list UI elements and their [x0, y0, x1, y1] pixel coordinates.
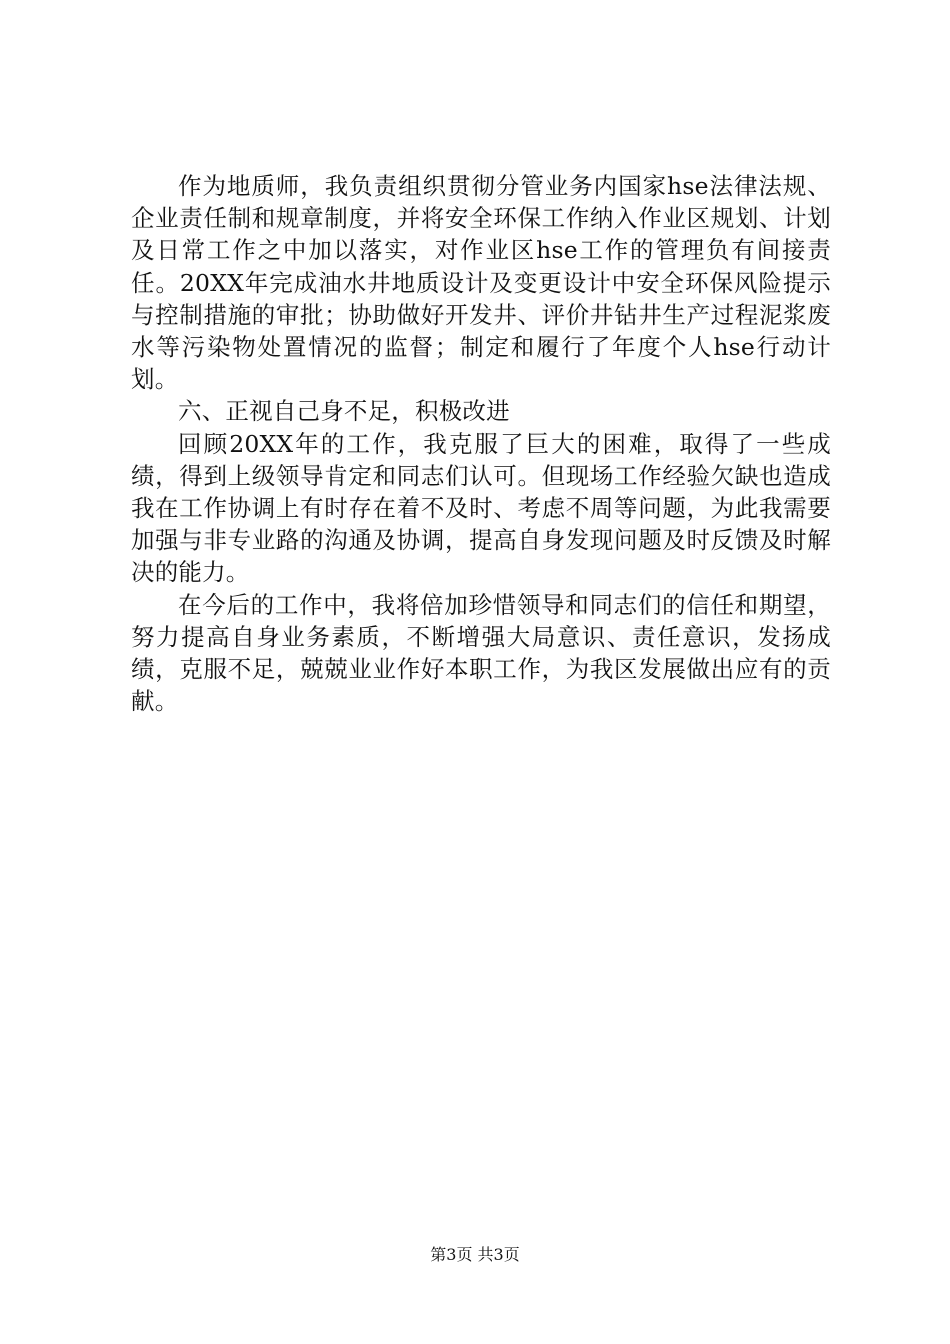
paragraph-hse-duties: 作为地质师，我负责组织贯彻分管业务内国家hse法律法规、企业责任制和规章制度，并将安全环保工作纳入作业区规划、计划及日常工作之中加以落实，对作业区hse工作的管理负有间接责任。20XX年完成油水井地质设计及变更设计中安全环保风险提示与控制措施的审批；协助做好开发井、评价井钻井生产过程泥浆废水等污染物处置情况的监督；制定和履行了年度个人hse行动计划。 [131, 172, 831, 394]
document-body [131, 170, 831, 717]
page-number-footer: 第3页 共3页 [430, 1245, 520, 1264]
paragraph-future: 在今后的工作中，我将倍加珍惜领导和同志们的信任和期望，努力提高自身业务素质，不断增强大局意识、责任意识，发扬成绩，克服不足，兢兢业业作好本职工作，为我区发展做出应有的贡献。 [131, 590, 831, 716]
paragraph-review: 回顾20XX年的工作，我克服了巨大的困难，取得了一些成绩，得到上级领导肯定和同志们认可。但现场工作经验欠缺也造成我在工作协调上有时存在着不及时、考虑不周等问题，为此我需要加强与非专业路的沟通及协调，提高自身发现问题及时反馈及时解决的能力。 [131, 429, 831, 587]
section-heading-six: 六、正视自己身不足，积极改进 [178, 397, 510, 426]
